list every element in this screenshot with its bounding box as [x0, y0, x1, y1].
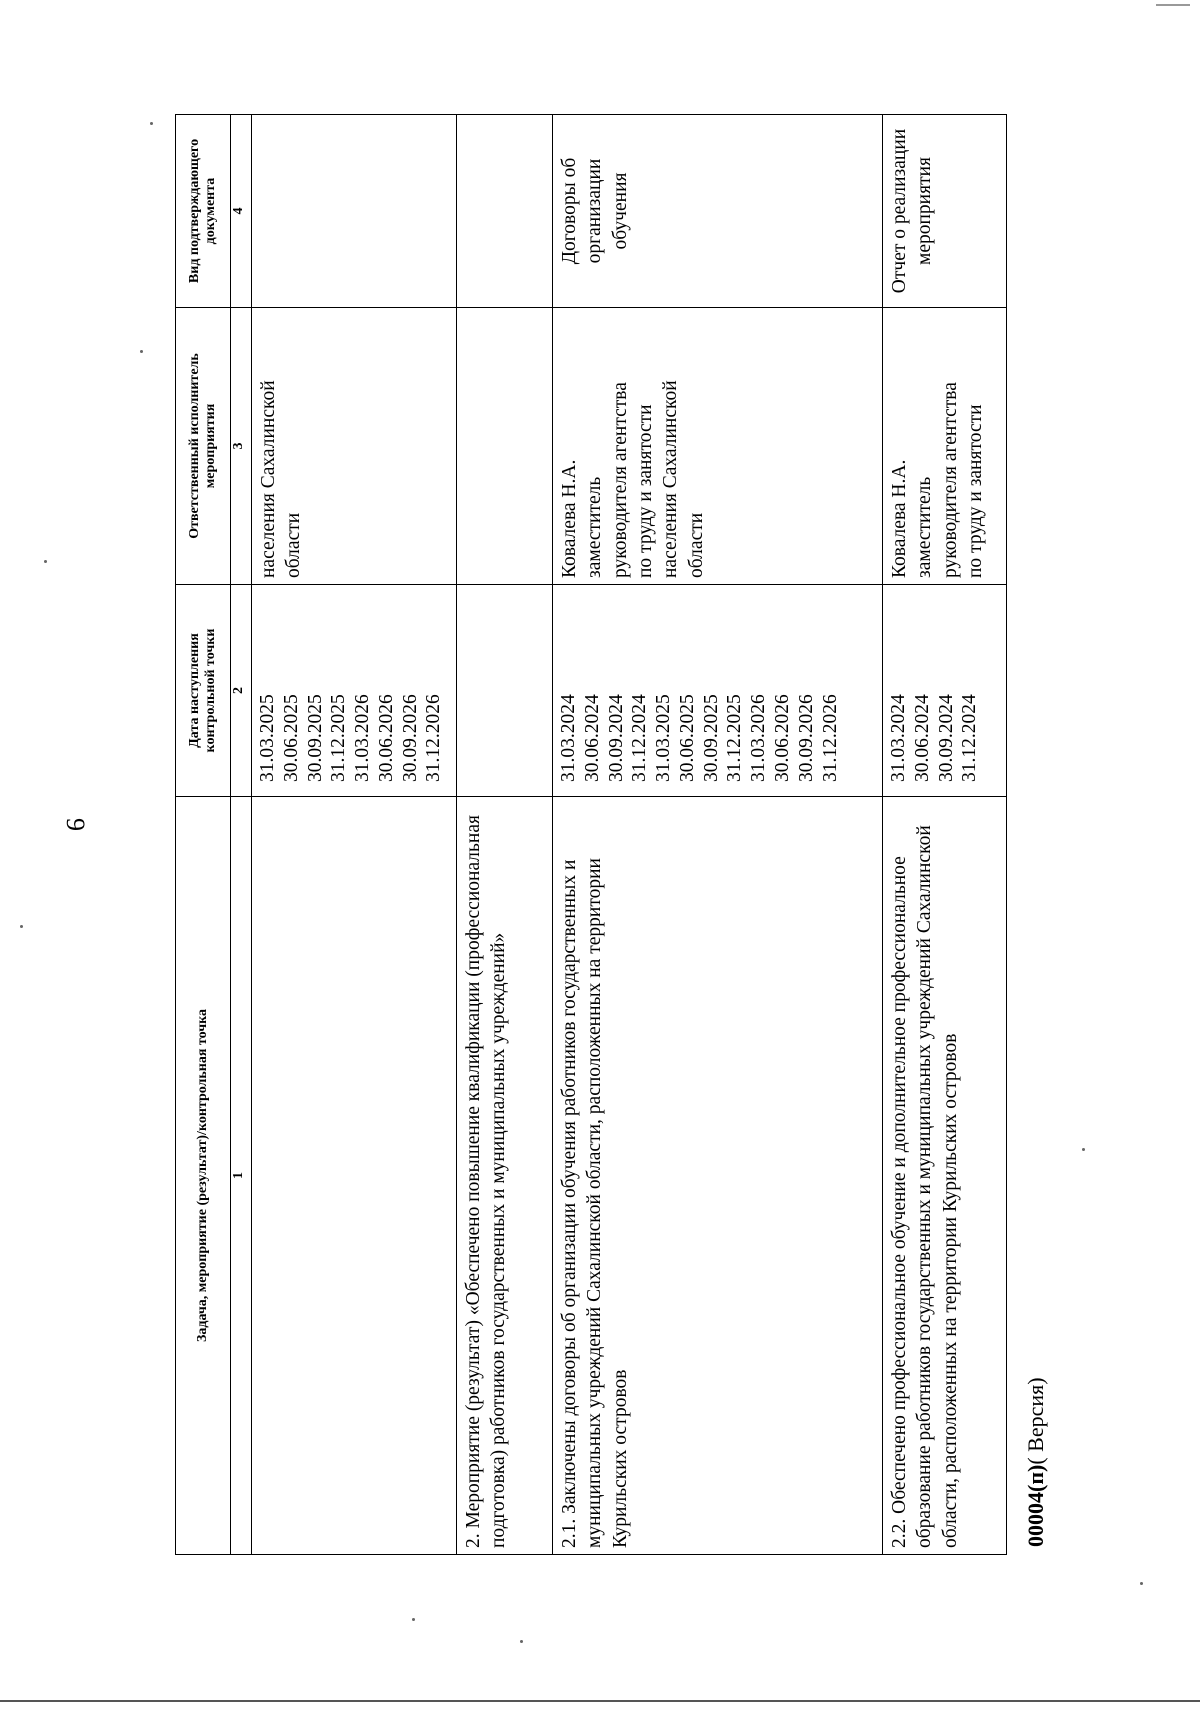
header-task: Задача, мероприятие (результат)/контрольная точка	[176, 797, 231, 1555]
scan-speck	[412, 1618, 415, 1621]
control-points-table	[175, 114, 1007, 1555]
document-cell	[252, 115, 457, 308]
scan-speck	[150, 122, 153, 125]
scan-bottom-line	[0, 1700, 1200, 1702]
scan-speck	[140, 350, 143, 353]
dates-cell	[457, 585, 553, 797]
task-cell: 2.1. Заключены договоры об организации обучения работников государственных и муниципальных учреждений Сахалинской области, расположенных на территории Курильских островов	[553, 797, 883, 1555]
responsible-cell: населения Сахалинской области	[252, 308, 457, 585]
scan-edge-mark	[1156, 4, 1190, 6]
scan-speck	[44, 560, 47, 563]
footer-code: 00004(п)	[1023, 1464, 1048, 1547]
column-number: 3	[231, 308, 252, 585]
responsible-cell: Ковалева Н.А. заместитель руководителя агентства по труду и занятости населения Сахалинской области	[553, 308, 883, 585]
table-header-row	[176, 115, 231, 1555]
document-cell	[457, 115, 553, 308]
scan-speck	[520, 1640, 523, 1643]
column-number: 4	[231, 115, 252, 308]
column-number-row	[231, 115, 252, 1555]
scan-speck	[1140, 1582, 1143, 1585]
rotated-page-content	[175, 115, 1070, 1555]
task-cell: 2. Мероприятие (результат) «Обеспечено повышение квалификации (профессиональная подготовка) работников государственных и муниципальных учреждений»	[457, 797, 553, 1555]
header-document: Вид подтверждающего документа	[176, 115, 231, 308]
page-number: 9	[61, 818, 90, 831]
task-cell	[252, 797, 457, 1555]
responsible-cell: Ковалева Н.А. заместитель руководителя агентства по труду и занятости	[883, 308, 1007, 585]
table-row	[553, 115, 883, 1555]
header-responsible: Ответственный исполнитель мероприятия	[176, 308, 231, 585]
column-number: 1	[231, 797, 252, 1555]
document-cell: Отчет о реализации мероприятия	[883, 115, 1007, 308]
footer-suffix: ( Версия)	[1023, 1377, 1048, 1465]
header-date: Дата наступления контрольной точки	[176, 585, 231, 797]
table-row	[457, 115, 553, 1555]
scan-speck	[20, 925, 23, 928]
dates-cell: 31.03.2025 30.06.2025 30.09.2025 31.12.2025 31.03.2026 30.06.2026 30.09.2026 31.12.2026	[252, 585, 457, 797]
column-number: 2	[231, 585, 252, 797]
dates-cell: 31.03.2024 30.06.2024 30.09.2024 31.12.2024	[883, 585, 1007, 797]
task-cell: 2.2. Обеспечено профессиональное обучение и дополнительное профессиональное образование работников государственных и муниципальных учреждений Сахалинской области, расположенных на территории Курильских островов	[883, 797, 1007, 1555]
document-version-footer	[1023, 1377, 1049, 1547]
table-row	[252, 115, 457, 1555]
scan-speck	[1082, 1148, 1085, 1151]
responsible-cell	[457, 308, 553, 585]
dates-cell: 31.03.2024 30.06.2024 30.09.2024 31.12.2024 31.03.2025 30.06.2025 30.09.2025 31.12.2025 31.03.2026 30.06.2026 30.09.2026 31.12.2026	[553, 585, 883, 797]
document-cell: Договоры об организации обучения	[553, 115, 883, 308]
table-row	[883, 115, 1007, 1555]
